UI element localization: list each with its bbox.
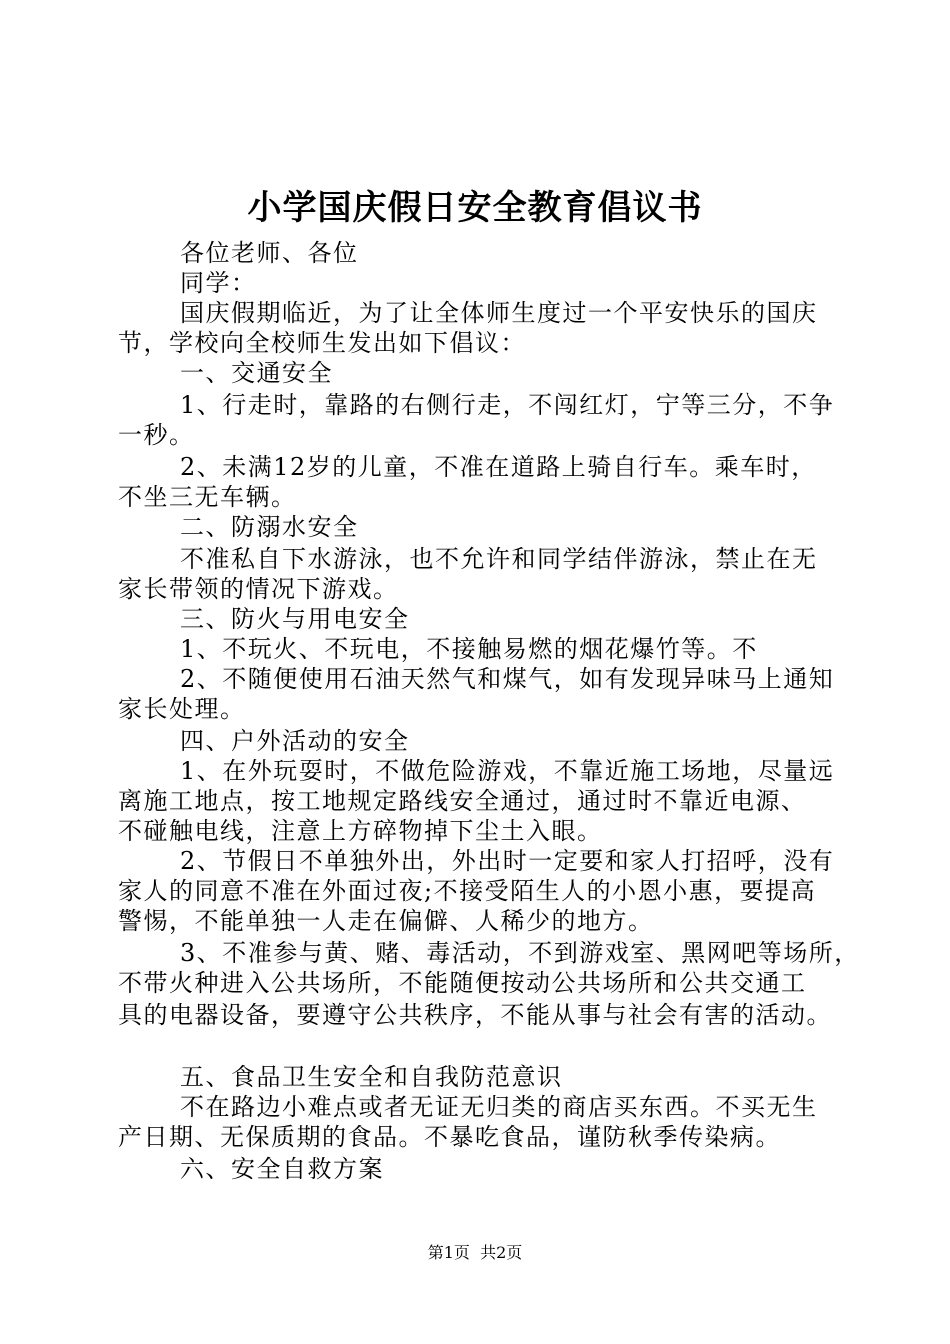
text-line: 警惕，不能单独一人走在偏僻、人稀少的地方。 [118, 907, 654, 935]
text-line: 不准私自下水游泳，也不允许和同学结伴游泳，禁止在无 [180, 545, 818, 573]
section-heading: 四、户外活动的安全 [180, 727, 410, 755]
section-heading: 二、防溺水安全 [180, 513, 359, 541]
section-heading: 三、防火与用电安全 [180, 605, 410, 633]
text-line: 产日期、无保质期的食品。不暴吃食品，谨防秋季传染病。 [118, 1123, 781, 1151]
text-line: 同学： [180, 269, 257, 297]
section-heading: 一、交通安全 [180, 359, 333, 387]
text-line: 家人的同意不准在外面过夜;不接受陌生人的小恩小惠，要提高 [118, 877, 817, 905]
page-footer: 第1页 共2页 [427, 1243, 523, 1262]
text-line: 家长带领的情况下游戏。 [118, 575, 399, 603]
text-line: 1、行走时，靠路的右侧行走，不闯红灯，宁等三分，不争 [180, 391, 835, 419]
text-line: 一秒。 [118, 421, 195, 449]
text-line: 2、不随便使用石油天然气和煤气，如有发现异味马上通知 [180, 665, 835, 693]
text-line: 不在路边小难点或者无证无归类的商店买东西。不买无生 [180, 1093, 818, 1121]
document-title: 小学国庆假日安全教育倡议书 [247, 188, 703, 228]
text-line: 节，学校向全校师生发出如下倡议： [118, 329, 526, 357]
text-line: 国庆假期临近，为了让全体师生度过一个平安快乐的国庆 [180, 299, 818, 327]
text-line: 2、未满12岁的儿童，不准在道路上骑自行车。乘车时， [180, 453, 817, 481]
text-line: 具的电器设备，要遵守公共秩序，不能从事与社会有害的活动。 [118, 1001, 832, 1029]
section-heading: 五、食品卫生安全和自我防范意识 [180, 1063, 563, 1091]
text-line: 3、不准参与黄、赌、毒活动，不到游戏室、黑网吧等场所， [180, 939, 860, 967]
text-line: 离施工地点，按工地规定路线安全通过，通过时不靠近电源、 [118, 787, 807, 815]
text-line: 不坐三无车辆。 [118, 483, 297, 511]
text-line: 家长处理。 [118, 695, 246, 723]
text-line: 2、节假日不单独外出，外出时一定要和家人打招呼，没有 [180, 847, 835, 875]
text-line: 1、不玩火、不玩电，不接触易燃的烟花爆竹等。不 [180, 635, 758, 663]
text-line: 不碰触电线，注意上方碎物掉下尘土入眼。 [118, 817, 603, 845]
section-heading: 六、安全自救方案 [180, 1155, 384, 1183]
text-line: 各位老师、各位 [180, 239, 359, 267]
text-line: 1、在外玩耍时，不做危险游戏，不靠近施工场地，尽量远 [180, 757, 835, 785]
text-line: 不带火种进入公共场所，不能随便按动公共场所和公共交通工 [118, 969, 807, 997]
